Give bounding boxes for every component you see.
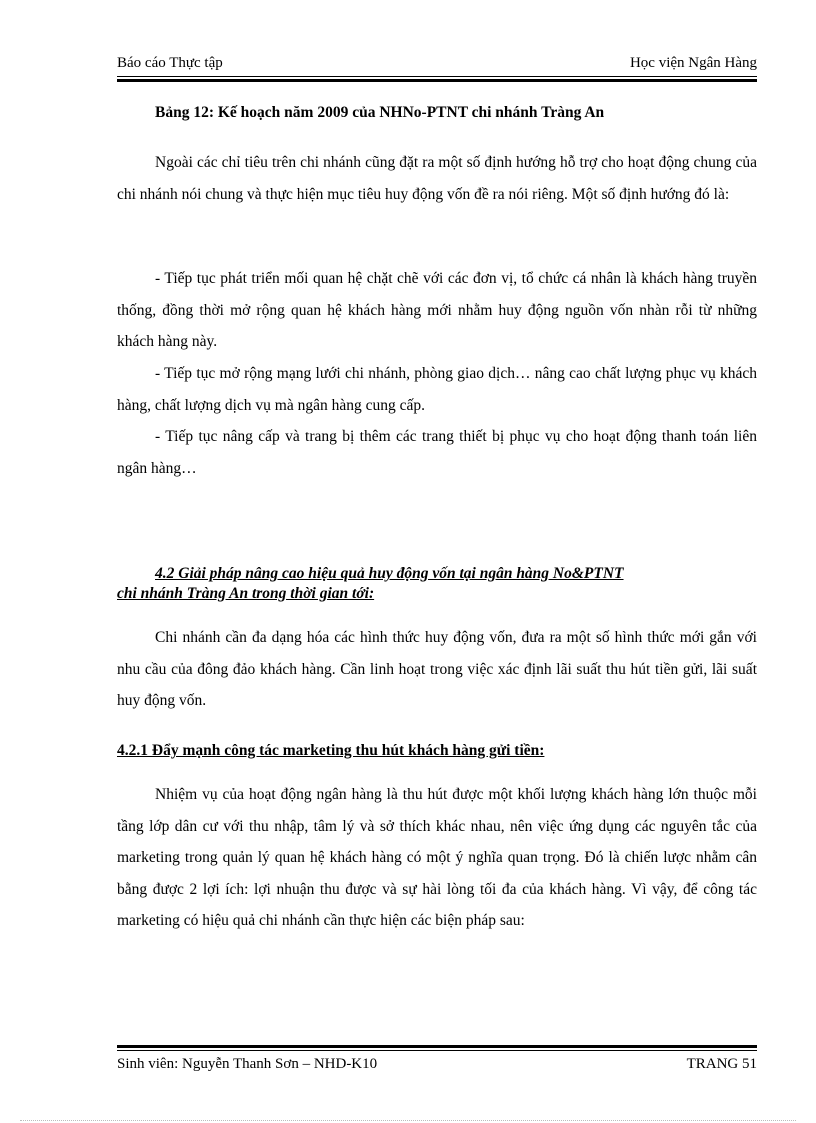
section-title-line-2: chi nhánh Tràng An trong thời gian tới: bbox=[117, 585, 375, 602]
bullet-item: - Tiếp tục phát triển mối quan hệ chặt chẽ với các đơn vị, tổ chức cá nhân là khách hàng truyền thống, đồng thời mở rộng quan hệ khách hàng mới nhằm huy động nguồn vốn nhàn rỗi từ những khách hàng này. bbox=[117, 270, 757, 350]
bullet-item: - Tiếp tục nâng cấp và trang bị thêm các trang thiết bị phục vụ cho hoạt động thanh toán liên ngân hàng… bbox=[117, 428, 757, 477]
section-paragraph: Chi nhánh cần đa dạng hóa các hình thức huy động vốn, đưa ra một số hình thức mới gắn với nhu cầu của đông đảo khách hàng. Cần linh hoạt trong việc xác định lãi suất thu hút tiền gửi, lãi suất huy động vốn. bbox=[117, 629, 757, 709]
bullet-item: - Tiếp tục mở rộng mạng lưới chi nhánh, phòng giao dịch… nâng cao chất lượng phục vụ khách hàng, chất lượng dịch vụ mà ngân hàng cung cấp. bbox=[117, 365, 757, 414]
section-title bbox=[117, 564, 757, 604]
subsection-paragraph: Nhiệm vụ của hoạt động ngân hàng là thu hút được một khối lượng khách hàng lớn thuộc mỗi tầng lớp dân cư với thu nhập, tâm lý và sở thích khác nhau, nên việc ứng dụng các nguyên tắc của marketing trong quản lý quan hệ khách hàng có một ý nghĩa quan trọng. Đó là chiến lược nhằm cân bằng được 2 lợi ích: lợi nhuận thu được và sự hài lòng tối đa của khách hàng. Vì vậy, để công tác marketing có hiệu quả chi nhánh cần thực hiện các biện pháp sau: bbox=[117, 786, 757, 929]
header-divider-thick bbox=[117, 79, 757, 82]
header-institution: Học viện Ngân Hàng bbox=[629, 55, 757, 71]
footer-student: Sinh viên: Nguyễn Thanh Sơn – NHD-K10 bbox=[117, 1056, 378, 1072]
footer-divider-thin bbox=[117, 1050, 757, 1051]
intro-paragraph: Ngoài các chỉ tiêu trên chi nhánh cũng đặt ra một số định hướng hỗ trợ cho hoạt động chung của chi nhánh nói chung và thực hiện mục tiêu huy động vốn đề ra nói riêng. Một số định hướng đó là: bbox=[117, 154, 757, 203]
header-report-title: Báo cáo Thực tập bbox=[117, 55, 223, 71]
page-footer bbox=[117, 1055, 757, 1079]
subsection-title: 4.2.1 Đẩy mạnh công tác marketing thu hút khách hàng gửi tiền: bbox=[117, 742, 545, 759]
footer-divider-thick bbox=[117, 1045, 757, 1048]
page-edge-divider bbox=[20, 1120, 796, 1121]
header-divider-thin bbox=[117, 76, 757, 77]
section-title-line-1: 4.2 Giải pháp nâng cao hiệu quả huy động vốn tại ngân hàng No&PTNT bbox=[155, 565, 624, 582]
table-caption: Bảng 12: Kế hoạch năm 2009 của NHNo-PTNT chi nhánh Tràng An bbox=[155, 104, 605, 121]
page-header bbox=[117, 54, 757, 78]
footer-page-number: TRANG 51 bbox=[686, 1056, 757, 1072]
